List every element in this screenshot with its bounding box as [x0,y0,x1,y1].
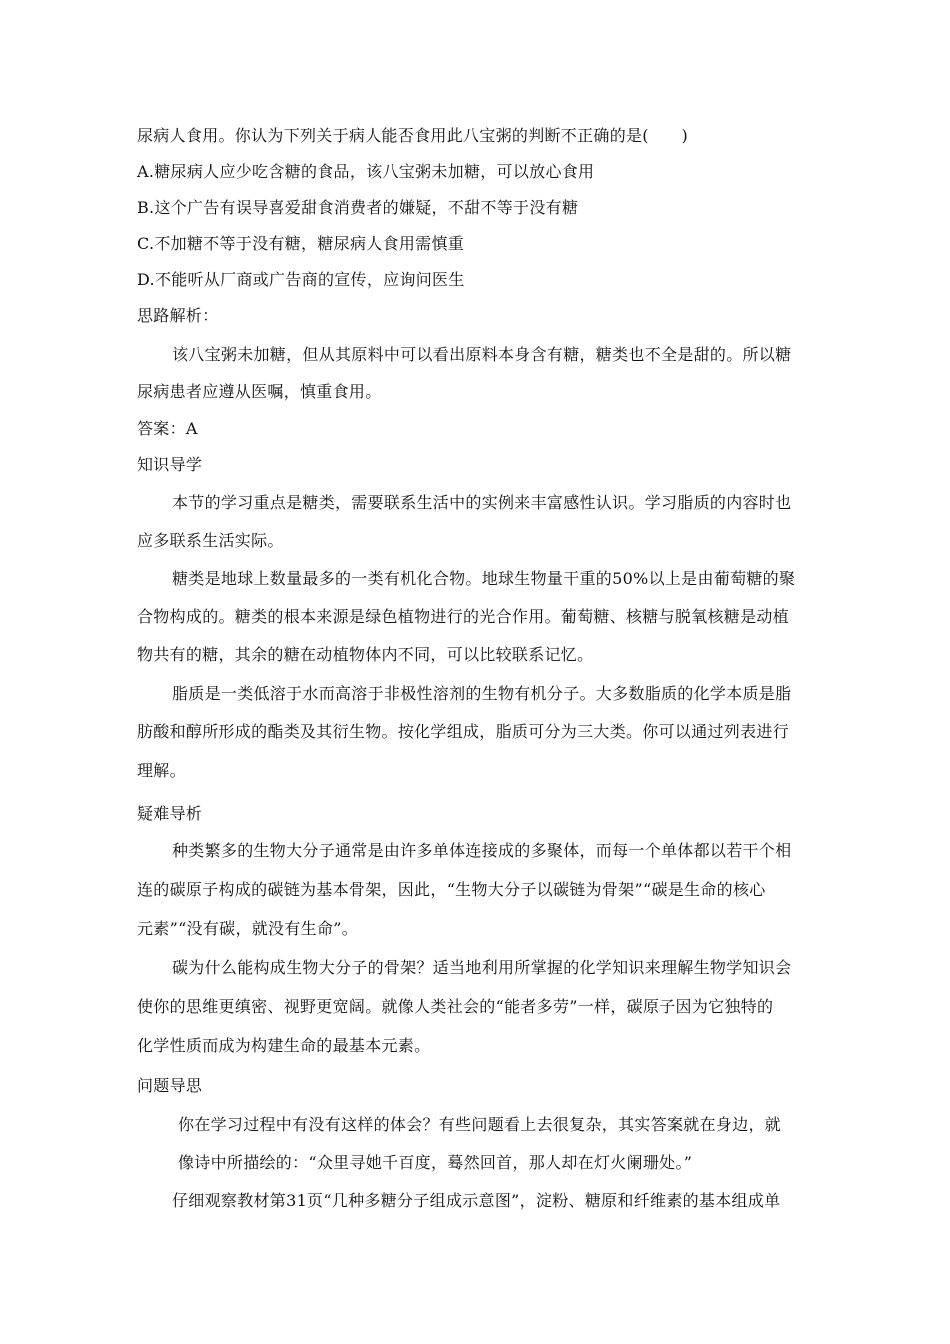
knowledge-p1-line: 应多联系生活实际。 [137,531,284,550]
knowledge-p2-line: 合物构成的。糖类的根本来源是绿色植物进行的光合作用。葡萄糖、核糖与脱氧核糖是动植 [137,607,790,626]
question-stem-tail: 尿病人食用。你认为下列关于病人能否食用此八宝粥的判断不正确的是( ) [137,126,688,145]
option-c: C.不加糖不等于没有糖，糖尿病人食用需慎重 [137,234,465,253]
thinking-p1-line: 你在学习过程中有没有这样的体会？有些问题看上去很复杂，其实答案就在身边，就 [178,1115,782,1134]
thinking-heading: 问题导思 [137,1076,203,1095]
option-d: D.不能听从厂商或广告商的宣传，应询问医生 [137,270,465,289]
knowledge-p2-line: 糖类是地球上数量最多的一类有机化合物。地球生物量干重的50%以上是由葡萄糖的聚 [172,569,796,588]
knowledge-p3-line: 理解。 [137,761,186,780]
option-b: B.这个广告有误导喜爱甜食消费者的嫌疑，不甜不等于没有糖 [137,198,579,217]
difficulty-heading: 疑难导析 [137,804,203,823]
difficulty-p1-line: 连的碳原子构成的碳链为基本骨架，因此，“生物大分子以碳链为骨架”“碳是生命的核心 [137,880,766,899]
analysis-line: 尿病患者应遵从医嘱，慎重食用。 [137,382,382,401]
knowledge-p2-line: 物共有的糖，其余的糖在动植物体内不同，可以比较联系记忆。 [137,645,594,664]
answer: 答案：A [137,419,198,438]
thinking-p2-line: 仔细观察教材第31页“几种多糖分子组成示意图”，淀粉、糖原和纤维素的基本组成单 [172,1191,781,1210]
difficulty-p1-line: 元素”“没有碳，就没有生命”。 [137,919,359,938]
knowledge-p1-line: 本节的学习重点是糖类，需要联系生活中的实例来丰富感性认识。学习脂质的内容时也 [172,493,792,512]
knowledge-p3-line: 肪酸和醇所形成的酯类及其衍生物。按化学组成，脂质可分为三大类。你可以通过列表进行 [137,722,790,741]
difficulty-p2-line: 使你的思维更缜密、视野更宽阔。就像人类社会的“能者多劳”一样，碳原子因为它独特的 [137,997,774,1016]
knowledge-p3-line: 脂质是一类低溶于水而高溶于非极性溶剂的生物有机分子。大多数脂质的化学本质是脂 [172,684,792,703]
thinking-p1-line: 像诗中所描绘的：“众里寻她千百度，蓦然回首，那人却在灯火阑珊处。” [178,1153,693,1172]
analysis-line: 该八宝粥未加糖，但从其原料中可以看出原料本身含有糖，糖类也不全是甜的。所以糖 [172,345,792,364]
difficulty-p2-line: 碳为什么能构成生物大分子的骨架？适当地利用所掌握的化学知识来理解生物学知识会 [172,958,792,977]
option-a: A.糖尿病人应少吃含糖的食品，该八宝粥未加糖，可以放心食用 [137,162,595,181]
knowledge-heading: 知识导学 [137,455,203,474]
difficulty-p2-line: 化学性质而成为构建生命的最基本元素。 [137,1036,431,1055]
analysis-heading: 思路解析： [137,306,219,325]
difficulty-p1-line: 种类繁多的生物大分子通常是由许多单体连接成的多聚体，而每一个单体都以若干个相 [172,841,792,860]
